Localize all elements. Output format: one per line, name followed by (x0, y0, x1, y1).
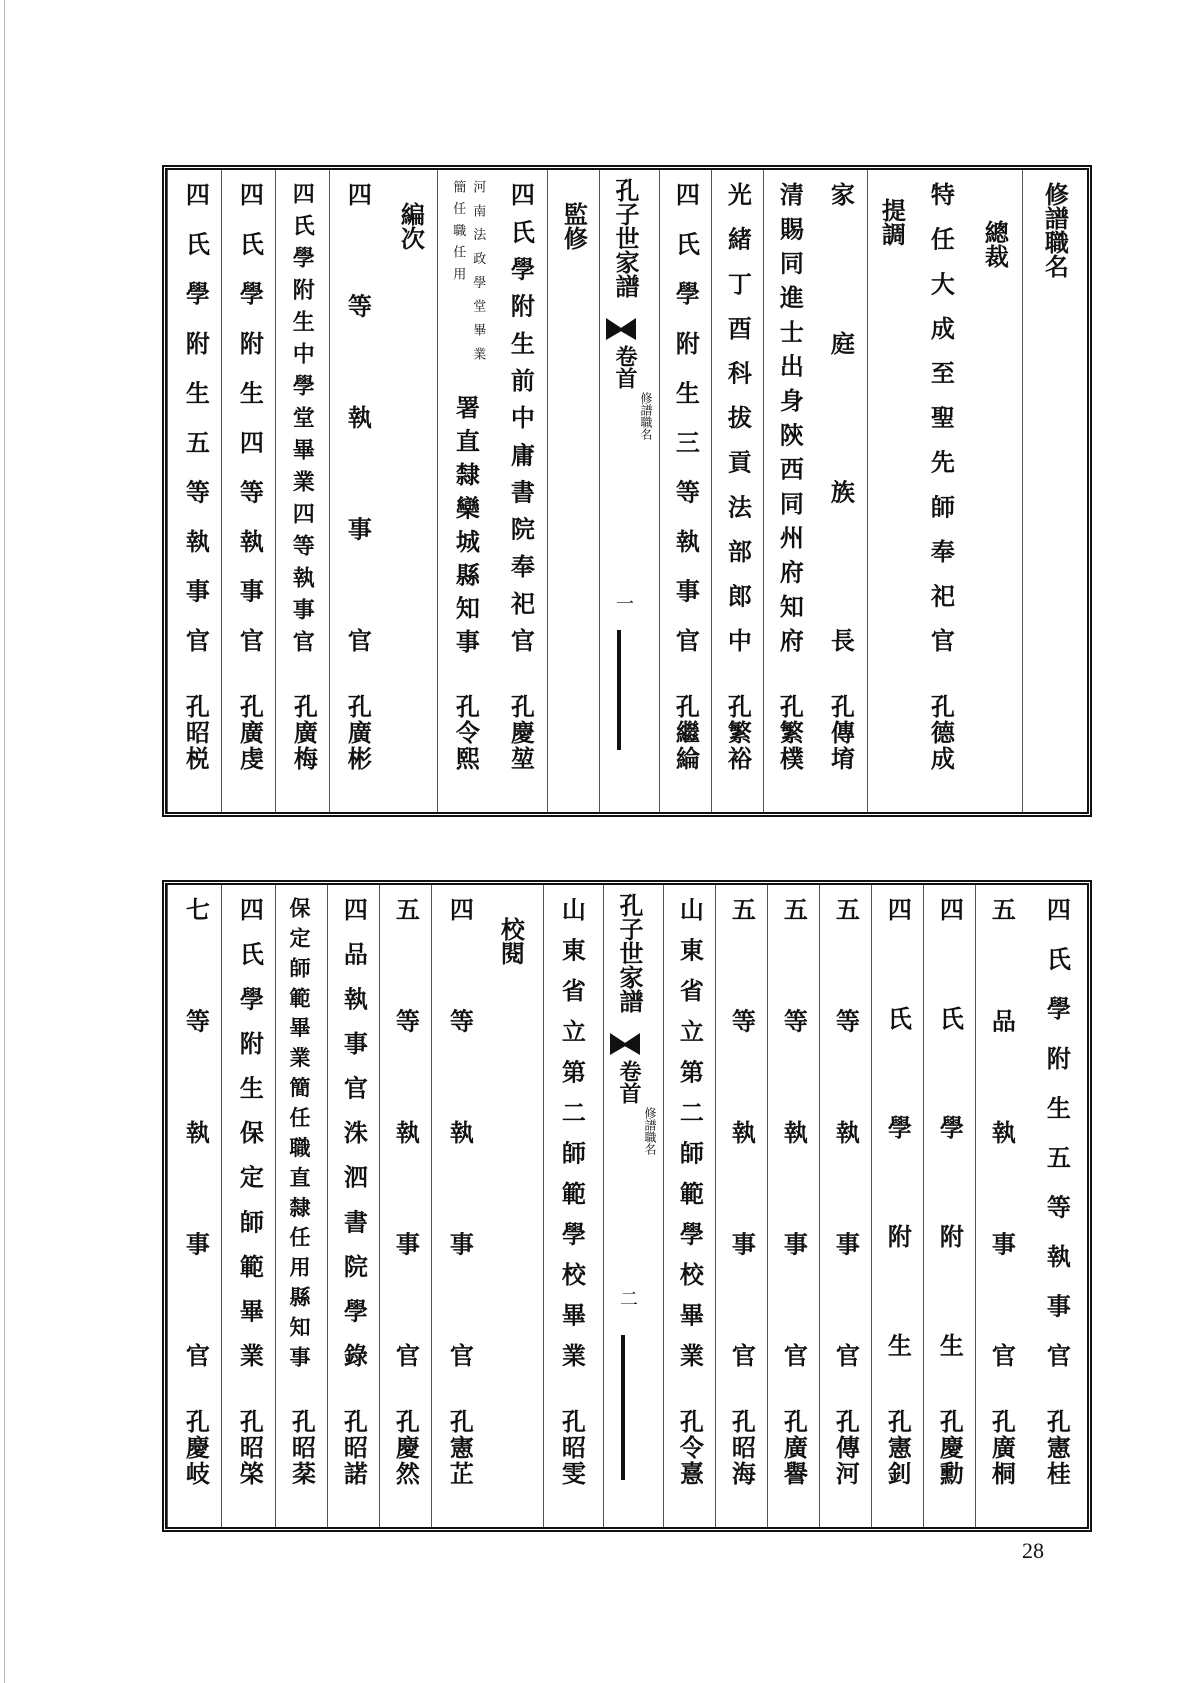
column-tidiao (867, 170, 915, 812)
entry-note: 簡任職任用 (450, 180, 466, 280)
entry-name: 孔昭棁 (181, 694, 211, 772)
entry-title: 五等執事官 (727, 897, 757, 1367)
column-entry (659, 170, 711, 812)
entry-title: 五等執事官 (391, 897, 421, 1367)
bottom-page-panel (162, 880, 1092, 1532)
column-entry (437, 170, 495, 812)
entry-name: 孔憲釗 (883, 1409, 913, 1487)
center-bar (617, 630, 621, 750)
center-subtitle: 修譜職名 (639, 392, 653, 440)
entry-title: 七等執事官 (181, 897, 211, 1367)
entry-title: 清賜同進士出身陝西同州府知府 (775, 182, 805, 652)
entry-name: 孔廣梅 (289, 694, 319, 772)
column-entry (871, 885, 923, 1527)
entry-name: 孔廣桐 (987, 1409, 1017, 1487)
column-entry (923, 885, 975, 1527)
column-entry (663, 885, 715, 1527)
column-zongcai (967, 170, 1022, 812)
entry-name: 孔昭諾 (339, 1409, 369, 1487)
entry-name: 孔傳河 (831, 1409, 861, 1487)
column-entry (763, 170, 815, 812)
entry-title: 四品執事官洙泗書院學錄 (339, 897, 369, 1367)
column-entry (975, 885, 1027, 1527)
column-entry (275, 885, 327, 1527)
entry-name: 孔令熙 (451, 694, 481, 772)
column-entry (327, 885, 379, 1527)
entry-name: 孔慶勳 (935, 1409, 965, 1487)
entry-name: 孔令憙 (675, 1409, 705, 1487)
top-page-panel (162, 165, 1092, 817)
column-entry (221, 885, 275, 1527)
entry-title: 四氏學附生五等執事官 (181, 182, 211, 652)
entry-name: 孔慶岐 (181, 1409, 211, 1487)
entry-title: 四氏學附生 (935, 897, 965, 1357)
column-entry (819, 885, 871, 1527)
entry-name: 孔廣彬 (343, 694, 373, 772)
entry-title: 家庭族長 (826, 182, 856, 652)
role-tidiao: 提調 (877, 198, 907, 246)
entry-title: 四氏學附生五等執事官 (1042, 897, 1072, 1367)
entry-title: 光緒丁酉科拔貢法部郎中 (723, 182, 753, 652)
entry-title: 四氏學附生前中庸書院奉祀官 (506, 182, 536, 652)
entry-name: 孔昭棻 (287, 1409, 317, 1487)
column-entry (275, 170, 329, 812)
entry-title: 署直隸欒城縣知事 (451, 395, 481, 653)
column-entry (543, 885, 603, 1527)
entry-title: 山東省立第二師範學校畢業 (675, 897, 705, 1367)
center-fold-marker (599, 170, 660, 812)
entry-name: 孔憲芷 (445, 1409, 475, 1487)
entry-name: 孔繁裕 (723, 694, 753, 772)
column-entry (221, 170, 275, 812)
entry-title: 四氏學附生中學堂畢業四等執事官 (289, 182, 316, 652)
leaf-number: 二 (620, 1289, 638, 1310)
entry-name: 孔憲桂 (1042, 1409, 1072, 1487)
entry-title: 四等執事官 (343, 182, 373, 652)
entry-title: 五品執事官 (987, 897, 1017, 1367)
entry-name: 孔廣譽 (779, 1409, 809, 1487)
entry-title: 五等執事官 (779, 897, 809, 1367)
column-entry (431, 885, 485, 1527)
center-juan: 卷首 (616, 1060, 642, 1104)
column-entry (1027, 885, 1087, 1527)
section-header: 修譜職名 (1040, 182, 1070, 278)
column-entry (167, 885, 221, 1527)
column-entry (715, 885, 767, 1527)
column-entry (167, 170, 221, 812)
entry-name: 孔傳堉 (826, 694, 856, 772)
entry-title: 四等執事官 (445, 897, 475, 1367)
entry-title: 四氏學附生 (883, 897, 913, 1357)
leaf-number: 一 (616, 594, 634, 615)
entry-title: 保定師範畢業簡任職直隸任用縣知事 (287, 897, 313, 1367)
entry-title: 特任大成至聖先師奉祀官 (926, 182, 956, 652)
role-jiaoyue: 校閱 (496, 917, 526, 965)
center-title: 孔子世家譜 (615, 893, 644, 1013)
column-jianxiu (547, 170, 599, 812)
center-title: 孔子世家譜 (611, 178, 640, 298)
role-bianci: 編次 (396, 202, 426, 250)
role-zongcai: 總裁 (980, 220, 1010, 268)
center-juan: 卷首 (612, 345, 638, 389)
column-bianci (385, 170, 437, 812)
column-header (1022, 170, 1087, 812)
center-subtitle: 修譜職名 (643, 1107, 657, 1155)
entry-title: 四氏學附生四等執事官 (235, 182, 265, 652)
fishtail-mark (606, 318, 636, 340)
entry-title: 四氏學附生三等執事官 (671, 182, 701, 652)
entry-name: 孔廣虔 (235, 694, 265, 772)
center-fold-marker (603, 885, 664, 1527)
entry-name: 孔昭棨 (235, 1409, 265, 1487)
entry-name: 孔慶堃 (506, 694, 536, 772)
entry-name: 孔德成 (926, 694, 956, 772)
column-entry (815, 170, 867, 812)
column-entry (495, 170, 547, 812)
center-bar (621, 1335, 625, 1480)
page-number: 28 (1022, 1538, 1044, 1563)
fishtail-mark (610, 1033, 640, 1055)
entry-name: 孔昭雯 (557, 1409, 587, 1487)
entry-name: 孔繼綸 (671, 694, 701, 772)
column-entry (767, 885, 819, 1527)
entry-name: 孔慶然 (391, 1409, 421, 1487)
entry-title: 山東省立第二師範學校畢業 (557, 897, 587, 1367)
column-jiaoyue (485, 885, 543, 1527)
role-jianxiu: 監修 (559, 202, 589, 250)
entry-note: 河南法政學堂畢業 (470, 180, 486, 360)
scan-edge-line (4, 0, 5, 1683)
entry-title: 四氏學附生保定師範畢業 (235, 897, 265, 1367)
entry-name: 孔昭海 (727, 1409, 757, 1487)
column-entry (711, 170, 763, 812)
column-entry (379, 885, 431, 1527)
column-entry (915, 170, 967, 812)
column-entry (329, 170, 385, 812)
entry-name: 孔繁樸 (775, 694, 805, 772)
entry-title: 五等執事官 (831, 897, 861, 1367)
